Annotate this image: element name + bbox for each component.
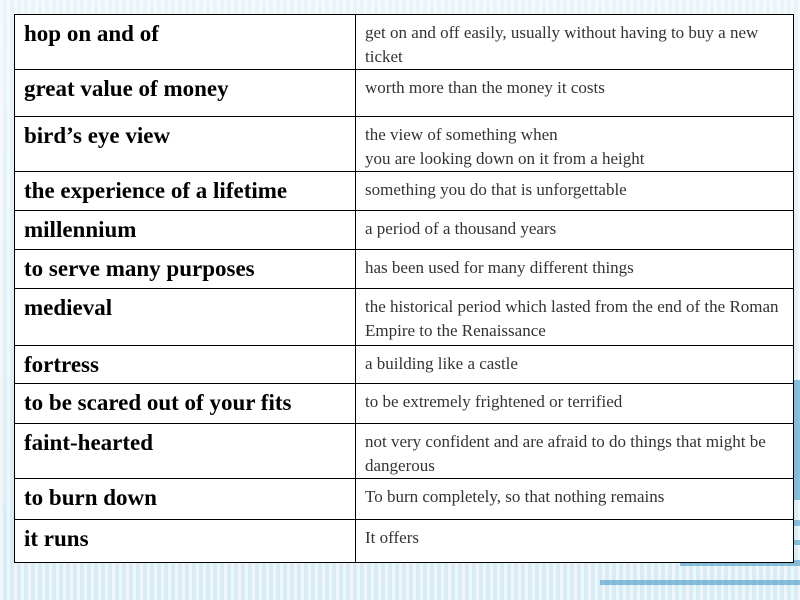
definition-cell: get on and off easily, usually without having to buy a new ticket [356,15,794,70]
definition-cell: something you do that is unforgettable [356,172,794,211]
table-row [15,346,794,384]
table-row [15,117,794,172]
term-cell: fortress [15,346,356,384]
term-cell: medieval [15,289,356,346]
table-row [15,70,794,117]
term-cell: to be scared out of your fits [15,384,356,424]
decorative-stripe [600,580,800,585]
table-row [15,479,794,520]
table-row [15,384,794,424]
table-row [15,424,794,479]
definition-cell: not very confident and are afraid to do things that might be dangerous [356,424,794,479]
term-cell: hop on and of [15,15,356,70]
table-row [15,289,794,346]
term-cell: it runs [15,520,356,563]
table-row [15,250,794,289]
term-cell: the experience of a lifetime [15,172,356,211]
table-row [15,15,794,70]
term-cell: faint-hearted [15,424,356,479]
definition-cell: To burn completely, so that nothing remains [356,479,794,520]
term-cell: to serve many purposes [15,250,356,289]
definition-cell: has been used for many different things [356,250,794,289]
term-cell: great value of money [15,70,356,117]
definition-cell: a period of a thousand years [356,211,794,250]
definition-cell: worth more than the money it costs [356,70,794,117]
definition-cell: the historical period which lasted from the end of the Roman Empire to the Renaissance [356,289,794,346]
table-row [15,520,794,563]
definition-cell: to be extremely frightened or terrified [356,384,794,424]
table-row [15,211,794,250]
definition-cell: the view of something when you are looking down on it from a height [356,117,794,172]
definition-cell: It offers [356,520,794,563]
term-cell: to burn down [15,479,356,520]
definition-cell: a building like a castle [356,346,794,384]
table-row [15,172,794,211]
vocabulary-table [14,14,794,563]
term-cell: bird’s eye view [15,117,356,172]
term-cell: millennium [15,211,356,250]
